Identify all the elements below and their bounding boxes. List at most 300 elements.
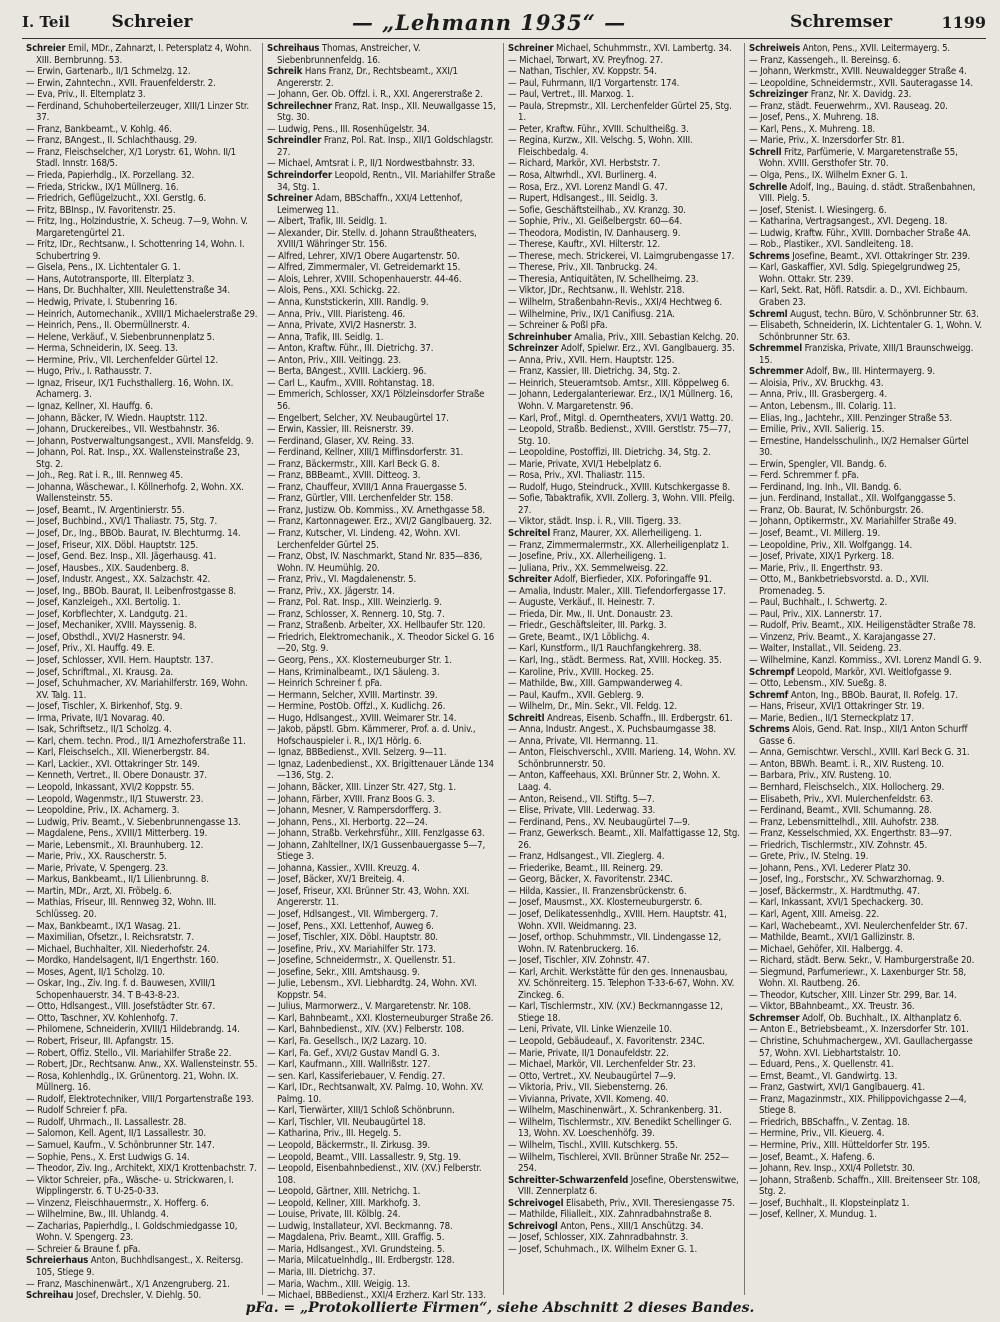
directory-entry: — Joh., Reg. Rat i. R., III. Rennweg 45. [26, 470, 183, 482]
directory-entry: — Karl, chem. techn. Prod., II/1 Arnezhoferstraße 11. [26, 735, 246, 747]
directory-entry: — Anton, BBWh. Beamt. i. R., XIV. Rusteng. 10. [749, 758, 944, 770]
directory-entry: — Karl, Pens., X. Muhreng. 18. [749, 123, 876, 135]
directory-entry: — Anton, Priv., XIII. Veitingg. 23. [267, 354, 401, 366]
directory-entry: Schreiner Michael, Schuhmmstr., XVI. Lambertg. 34. [508, 43, 732, 54]
directory-entry: — Josef, Buchbind., XVI/1 Thaliastr. 75, Stg. 7. [26, 516, 218, 528]
directory-entry: — Karl, Kunstform., II/1 Rauchfangkehrerg. 38. [508, 643, 702, 655]
directory-entry: — Franz, Priv., VI. Magdalenenstr. 5. [267, 574, 417, 586]
directory-entry: — Karl, Gaskaffier, XVI. Sdlg. Spiegelgrundweg 25, Wohn. Ottakr. Str. 239. [749, 262, 961, 285]
directory-entry: — Josef, orthop. Schuhmmstr., VII. Lindengasse 12, Wohn. IV. Ratenbruckerg. 16. [508, 932, 722, 955]
directory-entry: — Wilhelm, Maschinenwärt., X. Schrankenberg. 31. [508, 1105, 722, 1117]
directory-entry: — Eduard, Pens., X. Quellenstr. 41. [749, 1059, 894, 1071]
directory-entry: — Anna, Priv., XVII. Hern. Hauptstr. 125. [508, 354, 675, 366]
directory-entry: Schreinzer Adolf, Spielwr. Erz., XVI. Ganglbauerg. 35. [508, 343, 735, 355]
directory-entry: — Franz, Kesselschmied, XX. Engerthstr. 83—97. [749, 828, 952, 840]
directory-entry: — Josefine, Priv., XX. Allerheiligeng. 1. [508, 551, 667, 563]
directory-entry: — Marie, Private, V. Spengerg. 23. [26, 862, 169, 874]
directory-entry: — Philomene, Schneiderin, XVIII/1 Hildebrandg. 14. [26, 1024, 240, 1036]
directory-entry: — Anton, Kaffeehaus, XXI. Brünner Str. 2, Wohn. X. Laag. 4. [508, 770, 721, 793]
directory-entry: Schremser Adolf, Ob. Buchhalt., IX. Althanplatz 6. [749, 1012, 962, 1024]
directory-entry: — Josef, Bäcker, XV/1 Breiteig. 4. [267, 874, 405, 886]
directory-entry: — Josef, Tischler, XIV. Zohnstr. 47. [508, 955, 650, 967]
directory-entry: — Johann, Zahltellner, IX/1 Gussenbauergasse 5—7, Stiege 3. [267, 839, 486, 863]
directory-entry: — Franz, BBBeamt., XVIII. Ditteog. 3. [267, 470, 421, 482]
directory-entry: — Josefine, Schneidermstr., X. Quellenstr. 51. [267, 955, 456, 967]
directory-entry: Schreizinger Franz, Nr. X. Davidg. 23. [749, 89, 912, 101]
directory-entry: — Josef, Schuhmach., IX. Wilhelm Exner G. 1. [508, 1243, 698, 1255]
directory-entry: — Karl, Fa. Gef., XVI/2 Gustav Mandl G. 3. [267, 1047, 440, 1059]
directory-entry: — Johann, Druckereibes., VII. Westbahnstr. 36. [26, 424, 220, 436]
directory-entry: Schreivogel Elisabeth, Priv., XVII. Theresiengasse 75. [508, 1197, 735, 1209]
directory-entry: — Leopoldine, Priv., IX. Achamerg. 3. [26, 805, 180, 817]
directory-entry: — Aloisia, Priv., XV. Bruckhg. 43. [749, 377, 884, 389]
directory-entry: — Franz, Magazinmstr., XIX. Philippovichgasse 2—4, Stiege 8. [749, 1093, 967, 1117]
directory-entry: — Franz, Pol. Rat. Insp., XIII. Weinzierlg. 9. [267, 597, 442, 609]
directory-entry: — Johann, Straßb. Verkehrsführ., XIII. Fenzlgasse 63. [267, 828, 485, 840]
directory-entry: — Franz, Bankbeamt., V. Kohlg. 46. [26, 123, 172, 135]
directory-entry: — Rudolf, Hugo, Steindruck., XVIII. Kutschkergasse 8. [508, 481, 730, 493]
directory-entry: — Leopold, Straßb. Bedienst., XVIII. Gerstlstr. 75—77, Stg. 10. [508, 424, 731, 447]
directory-entry: — Ferdinand, Ing. Inh., VII. Bandg. 6. [749, 481, 902, 493]
directory-entry: — Anna, Private, XVI/2 Hasnerstr. 3. [267, 320, 417, 332]
directory-entry: — Alfred, Lehrer, XIV/1 Obere Augartenstr. 50. [267, 250, 460, 262]
last-entry-keyword: Schremser [789, 12, 893, 32]
directory-entry: — Michael, Torwart, XV. Preyfnog. 27. [508, 54, 663, 66]
directory-entry: — Vinzenz, Priv. Beamt., X. Karajangasse 27. [749, 631, 936, 643]
directory-entry: — Franz, Chauffeur, XVIII/1 Anna Frauergasse 5. [267, 481, 467, 493]
directory-entry: — Marie, Lebensmit., XI. Braunhuberg. 12. [26, 839, 204, 851]
directory-entry: — Wilhelm, Straßenbahn-Revis., XXI/4 Hechtweg 6. [508, 297, 722, 309]
directory-entry: — Johann, Pens., XVI. Lederer Platz 30. [749, 862, 911, 874]
directory-entry: — Siegmund, Parfumeriewr., X. Laxenburger Str. 58, Wohn. XI. Rautbeng. 26. [749, 966, 967, 990]
directory-entry: — Ignaz, Kellner, XI. Hauffg. 6. [26, 400, 153, 412]
directory-entry: — Karl, Wachebeamt., XVI. Neulerchenfelder Str. 67. [749, 920, 968, 932]
directory-entry: — Viktor, BBahnbeamt., XX. Treustr. 36. [749, 1001, 915, 1013]
directory-entry: — Walter, Installat., VII. Seideng. 23. [749, 643, 902, 655]
directory-entry: — Josef, Friseur, XXI. Brünner Str. 43, Wohn. XXI. Angererstr. 11. [267, 885, 470, 909]
directory-entry: — Sophie, Pens., X. Erst Ludwigs G. 14. [26, 1151, 190, 1163]
directory-entry: — Ignaz, Friseur, IX/1 Fuchsthallerg. 16, Wohn. IX. Achamerg. 3. [26, 377, 234, 401]
directory-entry: — Heinrich, Pens., II. Obermüllnerstr. 4. [26, 320, 190, 332]
directory-entry: — Karl, Archit. Werkstätte für den ges. Innenausbau, XV. Schönreiterg. 15. Telephon T-33-6-67, Wohn. XV. Zinckeg. 6. [508, 966, 735, 1001]
directory-entry: — Hugo, Hdlsangest., XVIII. Weimarer Str. 14. [267, 712, 457, 724]
directory-entry: — Karl, Bahnbeamt., XXI. Klosterneuburger Straße 26. [267, 1012, 494, 1024]
directory-entry: — Franz, BAngest., II. Schlachthausg. 29. [26, 135, 197, 147]
directory-entry: Schrems Alois, Gend. Rat. Insp., XII/1 Anton Schurff Gasse 6. [749, 724, 968, 747]
directory-entry: — Robert, Offiz. Stello., VII. Mariahilfer Straße 22. [26, 1047, 232, 1059]
directory-entry: — Therese, mech. Strickerei, VI. Laimgrubengasse 17. [508, 250, 735, 262]
directory-entry: — Johanna, Kassier., XVIII. Kreuzg. 4. [267, 862, 420, 874]
directory-entry: — Marie, Priv., II. Engerthstr. 93. [749, 562, 883, 574]
directory-entry: — Marie, Private, II/1 Donaufeldstr. 22. [508, 1047, 669, 1059]
directory-entry: — Anna, Private, VII. Hermanng. 11. [508, 735, 659, 747]
directory-entry: — Josef, Tischler, XIX. Döbl. Hauptstr. 80. [267, 932, 438, 944]
directory-entry: Schreihau Josef, Drechsler, V. Diehlg. 50. [26, 1290, 202, 1302]
directory-entry: — Josef, Mechaniker, XVIII. Mayssenig. 8. [26, 620, 197, 632]
directory-entry: Schreitl Andreas, Eisenb. Schaffn., III. Erdbergstr. 61. [508, 712, 733, 724]
directory-entry: — Gisela, Pens., IX. Lichtentaler G. 1. [26, 262, 181, 274]
directory-entry: Schreindorfer Leopold, Rentn., VII. Mariahilfer Straße 34, Stg. 1. [267, 170, 496, 193]
directory-entry: — Hermine, PostOb. Offzl., X. Kudlichg. 26. [267, 701, 446, 713]
directory-entry: — Johann, Werkmstr., XVIII. Neuwaldegger Straße 4. [749, 66, 967, 78]
directory-entry: — Helene, Verkäuf., V. Siebenbrunnenplatz 5. [26, 331, 215, 343]
directory-entry: Schreiner Adam, BBSchaffn., XXI/4 Lettenhof, Leimerweg 11. [267, 193, 463, 216]
directory-entry: — Salomon, Kell. Agent, II/1 Lassallestr. 30. [26, 1128, 206, 1140]
directory-entry: — Franz, Priv., XX. Jägerstr. 14. [267, 585, 395, 597]
directory-entry: — Elise, Private, VIII. Lederwag. 33. [508, 805, 656, 817]
directory-entry: — Karl, Ing., städt. Bermess. Rat, XVIII. Hockeg. 35. [508, 654, 722, 666]
directory-entry: — Vinzenz, Fleischhauermstr., X. Hofferg. 6. [26, 1197, 209, 1209]
directory-entry: — Rob., Plastiker., XVI. Sandleiteng. 18. [749, 239, 914, 251]
directory-entry: — Johann, Bäcker, IV. Wiedn. Hauptstr. 112. [26, 412, 208, 424]
directory-entry: — Maria, III. Dietrichg. 37. [267, 1266, 376, 1278]
directory-entry: — Karl, Fa. Gesellsch., IX/2 Lazarg. 10. [267, 1036, 427, 1048]
directory-entry: — Anna, Priv., VIII. Piaristeng. 46. [267, 308, 406, 320]
directory-entry: — Theresia, Antiquitäten, IV. Schellheimg. 23. [508, 273, 699, 285]
directory-entry: — Herma, Schneiderin, IX. Seeg. 13. [26, 343, 178, 355]
directory-entry: — Anton, Fleischverschl., XVIII. Marieng. 14, Wohn. XV. Schönbrunnerstr. 50. [508, 747, 737, 770]
directory-entry: — Josef, Kellner, X. Mundug. 1. [749, 1209, 877, 1221]
directory-entry: — Wilhelm, Tischlermstr., XIV. Benedikt Schellinger G. 13, Wohn. XV. Loeschenhöfg. 39. [508, 1116, 732, 1140]
directory-entry: Schreinhuber Amalia, Priv., XIII. Sebastian Kelchg. 20. [508, 331, 739, 343]
directory-entry: — Franz, städt. Feuerwehrm., XVI. Rauseag. 20. [749, 100, 948, 112]
directory-entry: — Franz, Kassengeh., II. Bereinsg. 6. [749, 54, 901, 66]
directory-entry: — Heinrich, Steueramtsob. Amtsr., XIII. Köppelweg 6. [508, 377, 730, 389]
directory-entry: — Josefine, Priv., XV. Mariahilfer Str. 173. [267, 943, 436, 955]
directory-entry: — Franz, Ob. Baurat, IV. Schönburgstr. 26. [749, 504, 924, 516]
directory-entry: — Ferdinand, Glaser, XV. Reing. 33. [267, 435, 415, 447]
directory-entry: — Anna, Industr. Angest., X. Puchsbaumgasse 38. [508, 724, 716, 736]
directory-entry: — Rudolf, Elektrotechniker, VIII/1 Porgartenstraße 193. [26, 1093, 254, 1105]
directory-entry: — Anton, Lebensm., III. Colarig. 11. [749, 400, 897, 412]
directory-entry: — Anna, Kunststickerin, XIII. Randlg. 9. [267, 297, 429, 309]
directory-entry: — Bernhard, Fleischselch., XIX. Hollocherg. 29. [749, 782, 945, 793]
directory-entry: — Markus, Bankbeamt., II/1 Lilienbrunng. 8. [26, 874, 209, 886]
directory-entry: Schreitter-Schwarzenfeld Josefine, Oberstenswitwe, VIII. Zennerplatz 6. [508, 1174, 739, 1198]
directory-entry: — Franz, Justizw. Ob. Kommiss., XV. Arnethgasse 58. [267, 504, 485, 516]
directory-entry: — Karl, Sekt. Rat, Höfl. Ratsdir. a. D., XVI. Eichbaum. Graben 23. [749, 285, 968, 309]
directory-entry: — Franz, Gastwirt, XVI/1 Ganglbauerg. 41. [749, 1082, 925, 1094]
directory-entry: — Michael, Markör, VII. Lerchenfelder Str. 23. [508, 1059, 696, 1071]
directory-entry: Schreihaus Thomas, Anstreicher, V. Siebenbrunnenfeldg. 16. [267, 43, 421, 66]
directory-entry: — Wilhelm, Tischl., XVIII. Kutschkerg. 55. [508, 1139, 678, 1151]
directory-entry: Schreik Hans Franz, Dr., Rechtsbeamt., XXI/1 Angererstr. 2. [267, 66, 458, 89]
directory-entry: — Josef, Beamt., X. Hafeng. 6. [749, 1151, 875, 1163]
directory-entry: — Maximilian, Ofsetzr., I. Reichsratstr. 7. [26, 932, 194, 944]
directory-entry: — Maria, Milcatuelnhdlg., III. Erdbergstr. 128. [267, 1255, 455, 1267]
directory-entry: — Franz, Kutscher, VI. Lindeng. 42, Wohn. XVI. Lerchenfelder Gürtel 25. [267, 527, 461, 551]
directory-entry: — Ferdinand, Kellner, XIII/1 Miffinsdorferstr. 31. [267, 447, 464, 459]
directory-entry: — Engelbert, Selcher, XV. Neubaugürtel 17. [267, 412, 449, 424]
directory-entry: — Katharina, Vertragsangest., XVI. Degeng. 18. [749, 216, 948, 228]
directory-entry: Schreier Emil, MDr., Zahnarzt, I. Petersplatz 4, Wohn. XIII. Bernbrunng. 53. [26, 43, 252, 66]
directory-entry: — Josef, Ing., Forstschr., XV. Schwarzhornag. 9. [749, 874, 945, 886]
directory-entry: — Rosa, Erz., XVI. Lorenz Mandl G. 47. [508, 181, 668, 193]
directory-entry: — Otto, Vertret., XV. Neubaugürtel 7—9. [508, 1070, 676, 1082]
directory-entry: — Mathias, Friseur, III. Rennweg 32, Wohn. III. Schlüsseg. 20. [26, 897, 217, 921]
directory-entry: Schreindler Franz, Pol. Rat. Insp., XII/1 Goldschlagstr. 27. [267, 135, 494, 158]
directory-entry: — Wilhelmine, Kanzl. Kommiss., XVI. Lorenz Mandl G. 9. [749, 654, 982, 666]
directory-entry: — Karl, Tischler, VII. Neubaugürtel 18. [267, 1116, 426, 1128]
directory-entry: — Johann, Pens., XI. Herbortg. 22—24. [267, 816, 428, 828]
directory-entry: — Karoline, Priv., XVIII. Hockeg. 25. [508, 666, 654, 678]
directory-entry: — Franz, Obst, IV. Naschmarkt, Stand Nr. 835—836, Wohn. IV. Heumühlg. 20. [267, 551, 483, 574]
directory-entry: — Rudolf, Priv. Beamt., XIX. Heiligenstädter Straße 78. [749, 620, 976, 632]
directory-entry: — Josef, Industr. Angest., XX. Salzachstr. 42. [26, 574, 211, 586]
directory-entry: — Robert, Friseur, III. Apfangstr. 15. [26, 1036, 174, 1048]
directory-entry: — Leni, Private, VII. Linke Wienzeile 10. [508, 1024, 672, 1036]
directory-entry: — Leopold, Wagenmstr., II/1 Stuwerstr. 23. [26, 793, 204, 805]
directory-entry: — Johann, Bäcker, XIII. Linzer Str. 427, Stg. 1. [267, 782, 456, 793]
directory-entry: — Frieda, Dir. Mw., II. Unt. Donaustr. 23. [508, 608, 674, 620]
directory-entry: — Therese, Kauftr., XVI. Hilterstr. 12. [508, 239, 661, 251]
directory-entry: — Peter, Kraftw. Führ., XVIII. Schultheißg. 3. [508, 123, 689, 135]
directory-entry: — Schreiner & Poßl pFa. [508, 320, 608, 332]
directory-entry: — Olga, Pens., IX. Wilhelm Exner G. 1. [749, 170, 908, 182]
directory-entry: — Erwin, Gartenarb., II/1 Schmelzg. 12. [26, 66, 191, 78]
directory-entry: — Josef, Schlosser, XVII. Hern. Hauptstr. 137. [26, 654, 214, 666]
directory-entry: — Wilhelm, Dr., Min. Sekr., VII. Feldg. 12. [508, 701, 677, 713]
directory-entry: — Otto, Lebensm., XIV. Sueßg. 8. [749, 678, 887, 690]
directory-entry: — Viktor Schreier, pFa., Wäsche- u. Strickwaren, I. Wipplingerstr. 6. T U-25-0-33. [26, 1174, 234, 1198]
directory-entry: — Otto, Taschner, XV. Kohlenhofg. 7. [26, 1012, 178, 1024]
directory-entry: — Josef, Pens., X. Muhreng. 18. [749, 112, 879, 124]
directory-entry: — jun. Ferdinand, Installat., XII. Wolfganggasse 5. [749, 493, 956, 505]
directory-entry: — Karl, Agent, XIII. Ameisg. 22. [749, 909, 880, 921]
directory-entry: — Josef, Friseur, XIX. Döbl. Hauptstr. 125. [26, 539, 199, 551]
directory-entry: — Hermann, Selcher, XVIII. Martinstr. 39. [267, 689, 438, 701]
directory-entry: — Alois, Pens., XXI. Schickg. 22. [267, 285, 401, 297]
directory-entry: — Leopold, Beamt., VIII. Lassallestr. 9, Stg. 19. [267, 1151, 461, 1163]
directory-entry: — Hermine, Priv., VII. Lerchenfelder Gürtel 12. [26, 354, 218, 366]
directory-entry: — Anna, Gemischtwr. Verschl., XVIII. Karl Beck G. 31. [749, 747, 970, 759]
directory-entry: — Marie, Priv., X. Inzersdorfer Str. 81. [749, 135, 905, 147]
directory-entry: — Hermine, Priv., XIII. Hütteldorfer Str. 195. [749, 1139, 930, 1151]
directory-entry: — Josef, Schriftmal., XI. Krausg. 2a. [26, 666, 174, 678]
directory-entry: — Barbara, Priv., XIV. Rusteng. 10. [749, 770, 892, 782]
directory-entry: — Sofie, Geschäftsteilhab., XV. Kranzg. 30. [508, 204, 686, 216]
directory-entry: — Mathilde, Beamt., XVI/1 Gallizinstr. 8. [749, 932, 915, 944]
directory-entry: — Elisabeth, Priv., XVI. Mulerchenfeldstr. 63. [749, 793, 933, 805]
directory-entry: — Josef, Korbflechter, X. Landgutg. 21. [26, 608, 188, 620]
directory-entry: — Erwin, Spengler, VII. Bandg. 6. [749, 458, 887, 470]
directory-entry: Schreierhaus Anton, Buchhdlsangest., X. Reitersg. 105, Stiege 9. [26, 1255, 244, 1278]
directory-entry: — Johann, Pol. Rat. Insp., XX. Wallensteinstraße 23, Stg. 2. [26, 447, 240, 470]
directory-entry: — Isak, Schriftsetz., II/1 Scholzg. 4. [26, 724, 172, 736]
directory-entry: — Julius, Marmorwerz., V. Margaretenstr. Nr. 108. [267, 1001, 471, 1013]
directory-entry: — Josef, Delikatessenhdlg., XVIII. Hern. Hauptstr. 41, Wohn. XVII. Weidmanng. 23. [508, 909, 727, 932]
directory-entry: — Auguste, Verkäuf., II. Heinestr. 7. [508, 597, 655, 609]
directory-entry: — Josef, Obsthdl., XVI/2 Hasnerstr. 94. [26, 631, 186, 643]
directory-entry: — Friedrich, Geflügelzucht., XXI. Gerstlg. 6. [26, 193, 207, 205]
directory-entry: — Juliana, Priv., XX. Semmelweisg. 22. [508, 562, 669, 574]
directory-entry: — Johann, Ledergalanteriewar. Erz., IX/1 Müllnerg. 16, Wohn. V. Margaretenstr. 96. [508, 389, 733, 412]
page-number: 1199 [941, 12, 986, 32]
directory-entry: — Leopold, Gebäudeauf., X. Favoritenstr. 234C. [508, 1036, 705, 1048]
directory-entry: — Friedrich, Tischlermstr., XIV. Zohnstr. 45. [749, 839, 928, 851]
directory-entry: — Paul, Buchhalt., I. Schwertg. 2. [749, 597, 888, 609]
directory-entry: — Ferd. Schremmer f. pFa. [749, 470, 859, 482]
directory-entry: — Hans, Dr. Buchhalter, XIII. Neulettenstraße 34. [26, 285, 230, 297]
directory-entry: — Josef, Priv., XI. Hauffg. 49. E. [26, 643, 155, 655]
directory-entry: — Hans, Kriminalbeamt., IX/1 Säuleng. 3. [267, 666, 440, 678]
directory-entry: — Paul, Fuhrmann, II/1 Vorgartenstr. 174. [508, 77, 680, 89]
directory-entry: — Emilie, Priv., XVII. Salierig. 15. [749, 424, 885, 436]
directory-entry: — Ferdinand, Schuhoberteilerzeuger, XIII/1 Linzer Str. 37. [26, 100, 249, 124]
directory-entry: — Friedrich, BBSchaffn., V. Zentag. 18. [749, 1116, 910, 1128]
directory-entry: — Johann, Straßenb. Schaffn., XIII. Breitenseer Str. 108, Stg. 2. [749, 1174, 981, 1198]
directory-entry: — Karl, Tischlermstr., XIV. (XV.) Beckmanngasse 12, Stiege 18. [508, 1001, 723, 1024]
directory-entry: — Karl, Kaufmann., XIII. Wallrißstr. 127. [267, 1059, 431, 1071]
directory-entry: — Moses, Agent, II/1 Scholzg. 10. [26, 966, 165, 978]
directory-entry: — Johann, Postverwaltungsangest., XVII. Mansfeldg. 9. [26, 435, 254, 447]
directory-entry: — Mathilde, Bw., XIII. Gampwanderweg 4. [508, 678, 683, 690]
directory-entry: — Michael, BBBedienst., XXI/4 Erzherz. Karl Str. 133. [267, 1290, 486, 1302]
directory-entry: — Zacharias, Papierhdlg., I. Goldschmiedgasse 10, Wohn. V. Spengerg. 23. [26, 1220, 238, 1244]
directory-entry: — Frieda, Strickw., IX/1 Müllnerg. 16. [26, 181, 179, 193]
directory-entry: — Franz, Zimmermalermstr., XX. Allerheiligenplatz 1. [508, 539, 729, 551]
directory-entry: — Ernestine, Handelsschulinh., IX/2 Hernalser Gürtel 30. [749, 435, 969, 459]
directory-entry: — Theodor, Ziv. Ing., Architekt, XIX/1 Krottenbachstr. 7. [26, 1163, 257, 1175]
directory-entry: — Josef, Stenist. I. Wiesingerg. 6. [749, 204, 887, 216]
directory-entry: — Hugo, Priv., I. Rathausstr. 7. [26, 366, 152, 378]
directory-entry: — Otto, Hdlsangest., VIII. Josefstädter Str. 67. [26, 1001, 216, 1013]
directory-entry: — Georg, Pens., XX. Klosterneuburger Str. 1. [267, 654, 452, 666]
directory-entry: — Rudolf, Uhrmach., II. Lassallestr. 28. [26, 1116, 187, 1128]
directory-entry: — Anna, Trafik, III. Seidlg. 1. [267, 331, 384, 343]
directory-entry: — Heinrich, Automechanik., XVIII/1 Michaelerstraße 29. [26, 308, 258, 320]
directory-entry: — Maria, Hdlsangest., XVI. Grundsteing. 5. [267, 1243, 445, 1255]
directory-entry: — Hermine, Priv., VII. Kieuerg. 4. [749, 1128, 885, 1140]
directory-entry: — Josef, Private, XIX/1 Pyrkerg. 18. [749, 551, 895, 563]
directory-entry: — Ludwig, Pens., III. Rosenhügelstr. 34. [267, 123, 430, 135]
directory-entry: — Rosa, Priv., XVI. Thaliastr. 115. [508, 470, 645, 482]
directory-entry: — Rosa, Kohlenhdlg., IX. Grünentorg. 21, Wohn. IX. Müllnerg. 16. [26, 1070, 239, 1094]
directory-entry: — Fritz, IDr., Rechtsanw., I. Schottenring 14, Wohn. I. Schubertring 9. [26, 239, 245, 262]
directory-entry: — Johann, Optikermstr., XV. Mariahilfer Straße 49. [749, 516, 957, 528]
directory-entry: — Ludwig, Installateur, XVI. Beckmanng. 78. [267, 1220, 453, 1232]
directory-entry: — Jakob, päpstl. Gbm. Kämmerer, Prof. a. d. Univ., Hofschauspieler i. R., IX/1 Hörlg. 6. [267, 724, 476, 747]
directory-entry: Schremf Anton, Ing., BBOb. Baurat, II. Rofelg. 17. [749, 689, 958, 701]
directory-entry: — Josef, Schlosser, XIX. Zahnradbahnstr. 3. [508, 1232, 689, 1244]
directory-entry: — Josefine, Sekr., XIII. Amtshausg. 9. [267, 966, 420, 978]
directory-entry: Schrell Fritz, Parfümerie, V. Margaretenstraße 55, Wohn. XVIII. Gersthofer Str. 70. [749, 146, 958, 170]
directory-entry: — Wilhelmine, Bw., III. Uhlandg. 4. [26, 1209, 169, 1221]
directory-entry: — Johann, Mesner, V. Rampersdorfferg. 3. [267, 805, 442, 817]
directory-entry: — Johanna, Wäschewar., I. Köllnerhofg. 2, Wohn. XX. Wallensteinstr. 55. [26, 481, 244, 505]
column-3 [504, 43, 745, 1295]
directory-entry: — Ernst, Beamt., VI. Gandwirtg. 13. [749, 1070, 898, 1082]
directory-entry: — Friederike, Beamt., III. Reinerg. 29. [508, 862, 663, 874]
directory-entry: — Berta, BAngest., XVIII. Lackierg. 96. [267, 366, 427, 378]
directory-entry: — Josef, Gend. Bez. Insp., XII. Jägerhausg. 41. [26, 551, 217, 563]
directory-entry: — Rudolf Schreier f. pFa. [26, 1105, 128, 1117]
directory-entry: — sen. Karl, Kassiferiebauer, V. Fendig. 27. [267, 1070, 446, 1082]
directory-entry: Schreml August, techn. Büro, V. Schönbrunner Str. 63. [749, 308, 979, 320]
directory-entry: Schrems Josefine, Beamt., XVI. Ottakringer Str. 239. [749, 250, 970, 262]
directory-entry: Schrempf Leopold, Markör, XVI. Weitlofgasse 9. [749, 666, 952, 678]
directory-entry: — Josef, Hausbes., XIX. Saudenberg. 8. [26, 562, 189, 574]
directory-entry: — Anna, Priv., III. Grasbergerg. 4. [749, 389, 887, 401]
directory-entry: — Erwin, Zahntechn., XVII. Frauenfelderstr. 2. [26, 77, 216, 89]
directory-entry: — Heinrich Schreiner f. pFa. [267, 678, 382, 690]
directory-entry: — Fritz, BBInsp., IV. Favoritenstr. 25. [26, 204, 176, 216]
directory-entry: — Samuel, Kaufm., V. Schönbrunner Str. 147. [26, 1139, 215, 1151]
directory-entry: — Friedr., Geschäftsleiter, III. Parkg. 3. [508, 620, 667, 632]
directory-entry: — Leopold, Gärtner, XIII. Netrichg. 1. [267, 1186, 421, 1198]
directory-entry: — Theodora, Modistin, IV. Danhauserg. 9. [508, 227, 681, 239]
directory-entry: — Josef, Ing., BBOb. Baurat, II. Leibenfrostgasse 8. [26, 585, 237, 597]
directory-entry: — Josef, Kanzleigeh., XXI. Bertolig. 1. [26, 597, 181, 609]
directory-entry: — Grete, Beamt., IX/1 Löblichg. 4. [508, 631, 650, 643]
directory-entry: — Hans, Friseur, XVI/1 Ottakringer Str. 19. [749, 701, 925, 713]
part-label: I. Teil [22, 13, 70, 31]
directory-entry: — Friedrich, Elektromechanik., X. Theodor Sickel G. 16—20, Stg. 9. [267, 631, 495, 655]
directory-entry: — Ludwig, Kraftw. Führ., XVIII. Dornbacher Straße 4A. [749, 227, 971, 239]
directory-entry: — Vivianna, Private, XVII. Komeng. 40. [508, 1093, 669, 1105]
directory-entry: — Leopold, Bäckermstr., II. Zirkusg. 39. [267, 1139, 430, 1151]
column-2 [263, 43, 504, 1302]
directory-entry: — Mathilde, Filialleit., XIX. Zahnradbahnstraße 8. [508, 1209, 712, 1221]
directory-entry: — Katharina, Priv., III. Hegelg. 5. [267, 1128, 402, 1140]
directory-entry: — Georg, Bäcker, X. Favoritenstr. 234C. [508, 874, 673, 886]
directory-entry: — Julie, Lebensm., XVI. Liebhardtg. 24, Wohn. XVI. Koppstr. 54. [267, 978, 477, 1001]
directory-entry: — Viktor, städt. Insp. i. R., VIII. Tigerg. 33. [508, 516, 682, 528]
directory-entry: — Josef, Beamt., VI. Millerg. 19. [749, 527, 881, 539]
directory-entry: — Ignaz, BBBedienst., XVII. Selzerg. 9—11. [267, 747, 447, 759]
directory-entry: — Albert, Trafik, III. Seidlg. 1. [267, 216, 387, 228]
directory-entry: — Franz, Gewerksch. Beamt., XII. Malfattigasse 12, Stg. 26. [508, 828, 740, 851]
directory-entry: — Hedwig, Private, I. Stubenring 16. [26, 297, 178, 309]
directory-entry: — Alexander, Dir. Stellv. d. Johann Straußtheaters, XVIII/1 Währinger Str. 156. [267, 227, 477, 251]
directory-entry: — Marie, Bedien., II/1 Sterneckplatz 17. [749, 712, 914, 724]
directory-entry: — Erwin, Kassier, III. Reisnerstr. 39. [267, 424, 414, 436]
directory-entry: — Anton, Reisend., VII. Stiftg. 5—7. [508, 793, 655, 805]
directory-entry: Schreilechner Franz, Rat. Insp., XII. Neuwallgasse 15, Stg. 30. [267, 100, 496, 124]
directory-entry: — Hans, Autotransporte, III. Elterplatz 3. [26, 273, 195, 285]
directory-entry: — Karl, IDr., Rechtsanwalt, XV. Palmg. 10, Wohn. XV. Palmg. 10. [267, 1082, 484, 1105]
directory-entry: — Marie, Private, XVI/1 Hebelplatz 6. [508, 458, 662, 470]
directory-entry: — Franz, Hdlsangest., VII. Zieglerg. 4. [508, 851, 665, 863]
directory-entry: — Elisabeth, Schneiderin, IX. Lichtentaler G. 1, Wohn. V. Schönbrunner Str. 63. [749, 320, 982, 343]
directory-entry: — Franz, Kassier, III. Dietrichg. 34, Stg. 2. [508, 366, 681, 378]
directory-entry: — Amalia, Industr. Maler., XIII. Tiefendorfergasse 17. [508, 585, 726, 597]
directory-entry: — Paul, Vertret., III. Marxog. 1. [508, 89, 634, 101]
directory-entry: — Josef, Hdlsangest., VII. Wimbergerg. 7. [267, 909, 439, 921]
directory-entry: — Karl, Inkassant, XVI/1 Spechackerg. 30. [749, 897, 924, 909]
directory-entry: — Elias, Ing., Jachtehr., XIII. Penzinger Straße 53. [749, 412, 952, 424]
directory-entry: — Fritz, Ing., Holzindustrie, X. Scheug. 7—9, Wohn. V. Margaretengürtel 21. [26, 216, 248, 239]
directory-entry: — Paula, Strepmstr., XII. Lerchenfelder Gürtel 25, Stg. 1. [508, 100, 732, 124]
directory-entry: — Josef, Pens., XXI. Lettenhof, Auweg 6. [267, 920, 434, 932]
directory-entry: Schremmer Adolf, Bw., III. Hintermayerg. 9. [749, 366, 935, 378]
directory-entry: — Regina, Kurzw., XII. Velschg. 5, Wohn. XIII. Fleischbedalg. 4. [508, 135, 693, 158]
directory-entry: — Franz, Lebensmittelhdl., XIII. Auhofstr. 238. [749, 816, 939, 828]
directory-entry: — Louise, Private, III. Kölblg. 24. [267, 1209, 401, 1221]
directory-entry: — Nathan, Tischler, XV. Koppstr. 54. [508, 66, 657, 78]
directory-entry: — Ludwig, Priv. Beamt., V. Siebenbrunnengasse 13. [26, 816, 241, 828]
directory-entry: — Franz, Schlosser, X. Rennerg. 10, Stg. 7. [267, 608, 445, 620]
directory-entry: — Schreier & Braune f. pFa. [26, 1243, 141, 1255]
directory-entry: — Alfred, Zimmermaler, VI. Getreidemarkt 15. [267, 262, 461, 274]
running-header [22, 10, 986, 39]
directory-entry: — Ignaz, Ladenbedienst., XX. Brigittenauer Lände 134—136, Stg. 2. [267, 758, 494, 782]
directory-entry: — Karl, Lackier., XVI. Ottakringer Str. 149. [26, 758, 200, 770]
directory-entry: — Karl, Fleischselch., XII. Wienerbergstr. 84. [26, 747, 210, 759]
directory-entry: — Magdalene, Pens., XVIII/1 Mitterberg. 19. [26, 828, 208, 840]
directory-entry: — Irma, Private, II/1 Novarag. 40. [26, 712, 165, 724]
directory-entry: — Richard, Markör, XVI. Herbststr. 7. [508, 158, 661, 170]
